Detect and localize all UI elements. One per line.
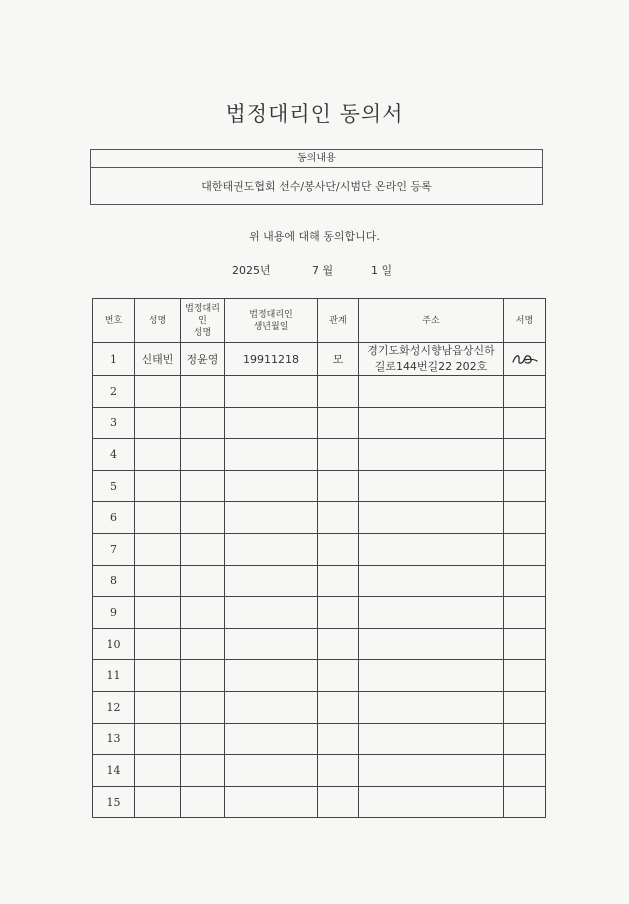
row-relation [318,691,359,723]
row-relation [318,533,359,565]
row-relation [318,597,359,629]
row-name [135,786,181,818]
row-guardian-name [181,691,225,723]
row-signature [504,597,546,629]
row-address [359,502,504,534]
row-signature [504,439,546,471]
row-name [135,755,181,787]
header-guardian-birth-line: 생년월일 [253,321,289,332]
table-row [93,628,546,660]
row-guardian-birth [225,597,318,629]
header-guardian-name-line: 성명 [193,327,212,338]
row-guardian-birth [225,470,318,502]
row-address [359,407,504,439]
table-row [93,723,546,755]
row-address [359,691,504,723]
row-relation [318,628,359,660]
consent-header: 동의내용 [91,150,542,168]
header-name: 성명 [135,299,181,343]
table-row [93,343,546,376]
row-guardian-name [181,597,225,629]
row-signature [504,691,546,723]
row-address [359,533,504,565]
row-number: 9 [93,597,135,629]
row-number: 10 [93,628,135,660]
row-guardian-name: 정윤영 [181,343,225,376]
row-guardian-name [181,660,225,692]
table-row [93,407,546,439]
row-address [359,597,504,629]
row-relation [318,755,359,787]
row-name [135,660,181,692]
date-year: 2025년 [232,264,271,277]
row-number: 1 [93,343,135,376]
row-name [135,628,181,660]
row-number: 5 [93,470,135,502]
agreement-statement: 위 내용에 대해 동의합니다. [249,230,380,243]
row-signature [504,660,546,692]
row-guardian-birth [225,660,318,692]
row-name [135,439,181,471]
row-relation [318,565,359,597]
row-guardian-name [181,407,225,439]
row-guardian-birth [225,376,318,408]
row-number: 8 [93,565,135,597]
row-signature [504,786,546,818]
row-number: 13 [93,723,135,755]
row-address [359,343,504,376]
row-name [135,723,181,755]
row-signature [504,407,546,439]
row-signature [504,565,546,597]
row-number: 3 [93,407,135,439]
header-address: 주소 [359,299,504,343]
row-number: 7 [93,533,135,565]
row-guardian-name [181,533,225,565]
row-address-line: 길로144번길22 202호 [374,360,488,373]
row-name [135,597,181,629]
header-guardian-birth-line: 법정대리인 [249,309,293,320]
row-guardian-birth [225,439,318,471]
row-address [359,755,504,787]
row-number: 6 [93,502,135,534]
row-signature [504,723,546,755]
row-number: 15 [93,786,135,818]
row-name [135,502,181,534]
row-number: 14 [93,755,135,787]
header-guardian-birth [225,299,318,343]
row-guardian-birth [225,755,318,787]
row-relation [318,470,359,502]
document-title: 법정대리인 동의서 [225,102,404,126]
row-name [135,407,181,439]
row-signature [504,470,546,502]
row-relation [318,376,359,408]
row-signature [504,628,546,660]
date-month: 7 월 [312,264,334,277]
row-number: 11 [93,660,135,692]
row-address [359,660,504,692]
row-relation [318,786,359,818]
row-name [135,470,181,502]
row-address [359,628,504,660]
row-guardian-birth [225,786,318,818]
date-day: 1 일 [371,264,393,277]
row-address [359,565,504,597]
table-row [93,597,546,629]
row-signature [504,376,546,408]
row-signature [504,502,546,534]
row-guardian-name [181,786,225,818]
header-signature: 서명 [504,299,546,343]
row-relation [318,660,359,692]
row-name [135,691,181,723]
guardian-table [92,298,546,818]
table-header-row [93,299,546,343]
table-row [93,755,546,787]
header-number: 번호 [93,299,135,343]
row-guardian-birth [225,502,318,534]
row-relation [318,439,359,471]
table-row [93,786,546,818]
row-number: 4 [93,439,135,471]
header-guardian-name [181,299,225,343]
table-row [93,439,546,471]
consent-text: 대한태권도협회 선수/봉사단/시범단 온라인 등록 [201,180,432,193]
consent-box [90,149,543,205]
handwritten-signature-icon [510,350,540,368]
row-relation: 모 [318,343,359,376]
row-address [359,470,504,502]
row-guardian-birth [225,723,318,755]
row-guardian-birth [225,565,318,597]
row-guardian-name [181,723,225,755]
row-signature [504,343,546,376]
row-address-line: 경기도화성시향남읍상신하 [367,344,495,357]
row-name [135,565,181,597]
row-guardian-name [181,470,225,502]
row-address [359,723,504,755]
row-signature [504,755,546,787]
row-relation [318,502,359,534]
row-relation [318,723,359,755]
row-number: 12 [93,691,135,723]
row-guardian-birth [225,691,318,723]
row-guardian-birth: 19911218 [225,343,318,376]
table-row [93,470,546,502]
row-guardian-name [181,502,225,534]
row-name: 신태빈 [135,343,181,376]
row-guardian-name [181,565,225,597]
row-guardian-name [181,376,225,408]
row-guardian-name [181,439,225,471]
row-address [359,439,504,471]
table-row [93,502,546,534]
row-guardian-name [181,628,225,660]
row-guardian-birth [225,533,318,565]
row-guardian-name [181,755,225,787]
row-name [135,376,181,408]
header-relation: 관계 [318,299,359,343]
row-guardian-birth [225,407,318,439]
table-row [93,691,546,723]
table-row [93,660,546,692]
table-row [93,376,546,408]
row-guardian-birth [225,628,318,660]
header-guardian-name-line: 인 [198,315,207,326]
row-address [359,786,504,818]
row-address [359,376,504,408]
row-signature [504,533,546,565]
row-relation [318,407,359,439]
row-name [135,533,181,565]
table-row [93,533,546,565]
row-number: 2 [93,376,135,408]
table-row [93,565,546,597]
header-guardian-name-line: 법정대리 [185,303,220,314]
